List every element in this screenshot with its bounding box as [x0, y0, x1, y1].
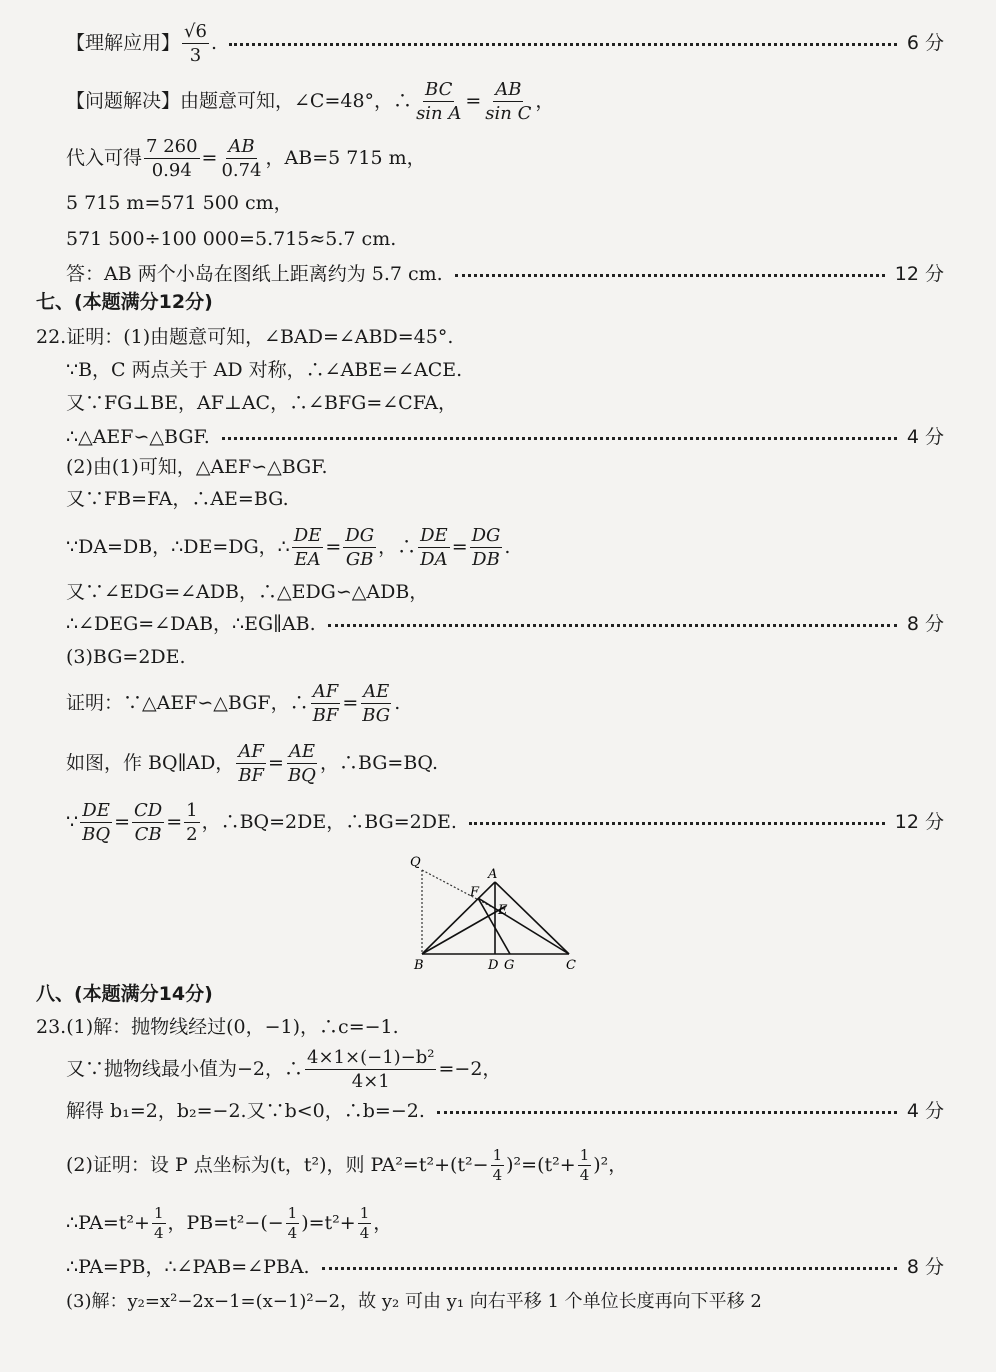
- triangle-diagram: [404, 852, 594, 974]
- fraction: [418, 525, 450, 570]
- line-q22-perpendicular: [66, 391, 944, 415]
- fraction: [578, 1147, 592, 1184]
- line-problem-solving: [66, 75, 944, 127]
- line-understanding-application: [66, 20, 944, 66]
- text: ，∴BQ=2DE，∴BG=2DE.: [201, 811, 457, 833]
- frac-den: 4×1: [351, 1070, 390, 1092]
- frac-num: 1: [359, 1203, 370, 1222]
- line-q22-proof: [66, 677, 944, 729]
- fraction: [80, 800, 112, 845]
- frac-den: BQ: [82, 823, 111, 845]
- text: 八、(本题满分14分): [36, 983, 213, 1005]
- text: 又∵FB=FA，∴AE=BG.: [66, 488, 289, 510]
- leader-dots: [322, 1265, 897, 1270]
- fraction: [236, 741, 266, 786]
- leader-dots: [222, 435, 897, 440]
- line-q23-part2: [66, 1142, 944, 1188]
- leader-dots: [455, 272, 885, 277]
- line-q22-ratios: [66, 521, 944, 573]
- frac-den: EA: [294, 548, 321, 570]
- text: (2)证明：设 P 点坐标为(t，t²)，则 PA²=t²+(t²−: [66, 1154, 489, 1176]
- leader-dots: [328, 622, 897, 627]
- frac-num: 1: [287, 1203, 298, 1222]
- line-q22-equal-segments: [66, 487, 944, 511]
- line-q22-part3: [66, 645, 944, 669]
- frac-den: BF: [312, 704, 339, 726]
- text: 又∵抛物线最小值为−2，∴: [66, 1058, 304, 1080]
- label-c: C: [566, 958, 576, 973]
- label-b: B: [414, 958, 424, 973]
- text: =: [201, 147, 218, 169]
- frac-den: GB: [345, 548, 374, 570]
- text: 22.证明：(1)由题意可知，∠BAD=∠ABD=45°.: [36, 326, 454, 348]
- text: (3)解：y₂=x²−2x−1=(x−1)²−2，故 y₂ 可由 y₁ 向右平移 1 个单位长度再向下平移 2: [66, 1291, 762, 1312]
- fraction: [414, 79, 463, 124]
- fraction: [184, 800, 199, 845]
- frac-den: 0.94: [151, 159, 192, 181]
- text: 又∵∠EDG=∠ADB，∴△EDG∽△ADB，: [66, 581, 429, 603]
- frac-num: 1: [492, 1145, 503, 1164]
- text: =: [114, 811, 130, 833]
- line-q22-start: [36, 325, 944, 349]
- text: 解得 b₁=2，b₂=−2.又∵b<0，∴b=−2.: [66, 1100, 425, 1122]
- text: =: [166, 811, 183, 833]
- text: 证明：∵△AEF∽△BGF，∴: [66, 692, 309, 714]
- label-q: Q: [410, 855, 421, 870]
- text: =: [342, 692, 359, 714]
- frac-num: AB: [495, 78, 522, 100]
- frac-num: AE: [288, 740, 316, 762]
- leader-dots: [469, 820, 885, 825]
- frac-num: AB: [228, 135, 255, 157]
- frac-num: 4×1×(−1)−b²: [307, 1046, 435, 1068]
- section-eight-heading: [36, 982, 944, 1006]
- line-q22-angle-similar: [66, 580, 944, 604]
- fraction: [491, 1147, 505, 1184]
- text: =: [451, 536, 468, 558]
- frac-den: DA: [420, 548, 448, 570]
- section-seven-heading: [36, 290, 944, 314]
- score-8: 8 分: [906, 613, 944, 635]
- text: 又∵FG⊥BE，AF⊥AC，∴∠BFG=∠CFA，: [66, 392, 457, 414]
- text: ∵B，C 两点关于 AD 对称，∴∠ABE=∠ACE.: [66, 359, 463, 381]
- frac-den: 4: [579, 1165, 590, 1184]
- text: ，AB=5 715 m，: [265, 147, 426, 169]
- text: .: [504, 536, 511, 558]
- fraction: [305, 1047, 436, 1092]
- leader-dots: [229, 41, 897, 46]
- text: 23.(1)解：抛物线经过(0，−1)，∴c=−1.: [36, 1016, 399, 1038]
- text: 5 715 m=571 500 cm，: [66, 192, 293, 214]
- text: 答：AB 两个小岛在图纸上距离约为 5.7 cm.: [66, 263, 443, 285]
- text: ∵: [66, 811, 79, 833]
- line-q23-part3: [66, 1290, 956, 1314]
- frac-num: 1: [186, 799, 198, 821]
- fraction: [358, 1205, 372, 1242]
- score-12: 12 分: [894, 263, 944, 285]
- line-q22-similar: [66, 425, 944, 449]
- fraction: [219, 136, 263, 181]
- text: ，: [535, 90, 555, 112]
- frac-den: 4: [153, 1223, 164, 1242]
- fraction: [182, 21, 209, 66]
- fraction: [483, 79, 533, 124]
- text: 【问题解决】由题意可知，∠C=48°，∴: [66, 90, 413, 112]
- fraction: [132, 800, 164, 845]
- text: 571 500÷100 000=5.715≈5.7 cm.: [66, 228, 397, 250]
- frac-num: 1: [153, 1203, 164, 1222]
- line-q23-solve-b: [66, 1099, 944, 1123]
- frac-num: AF: [312, 680, 339, 702]
- frac-num: AF: [238, 740, 264, 762]
- fraction: [343, 525, 376, 570]
- frac-num: BC: [425, 78, 453, 100]
- frac-den: BQ: [287, 764, 316, 786]
- frac-den: 4: [492, 1165, 503, 1184]
- label-g: G: [504, 958, 515, 973]
- line-scale-calc: [66, 227, 944, 251]
- frac-den: 0.74: [221, 159, 262, 181]
- segment-ac: [495, 882, 569, 954]
- text: ∵DA=DB，∴DE=DG，∴: [66, 536, 290, 558]
- segment-cf: [478, 898, 569, 954]
- frac-den: 4: [287, 1223, 298, 1242]
- fraction: [286, 741, 318, 786]
- frac-den: 2: [186, 823, 198, 845]
- label-e: E: [498, 903, 508, 918]
- frac-num: DE: [420, 524, 448, 546]
- text: 代入可得: [66, 147, 143, 169]
- frac-num: DG: [471, 524, 501, 546]
- label-a: A: [488, 867, 498, 882]
- frac-den: CB: [134, 823, 162, 845]
- label-d: D: [488, 958, 499, 973]
- geometry-figure: [404, 852, 594, 974]
- frac-num: √6: [184, 20, 207, 42]
- text: )=t²+: [301, 1212, 356, 1234]
- frac-num: DG: [345, 524, 375, 546]
- text: .: [394, 692, 401, 714]
- frac-num: DE: [293, 524, 322, 546]
- frac-den: sin A: [416, 102, 462, 124]
- score-8: 8 分: [906, 1256, 944, 1278]
- score-4: 4 分: [906, 1100, 944, 1122]
- dashed-line-qf: [422, 870, 492, 907]
- frac-num: AE: [363, 680, 390, 702]
- label-understanding-application: 【理解应用】: [66, 32, 181, 54]
- fraction: [311, 681, 341, 726]
- text: 如图，作 BQ∥AD，: [66, 752, 235, 774]
- score-12: 12 分: [894, 811, 944, 833]
- frac-den: DB: [472, 548, 500, 570]
- fraction: [470, 525, 503, 570]
- frac-den: 3: [189, 44, 202, 66]
- frac-den: sin C: [485, 102, 532, 124]
- text: =: [325, 536, 342, 558]
- fraction: [292, 525, 324, 570]
- frac-num: CD: [134, 799, 163, 821]
- text: ，∴BG=BQ.: [319, 752, 438, 774]
- text: )²=(t²+: [506, 1154, 576, 1176]
- line-substitute: [66, 132, 944, 184]
- text: =: [268, 752, 284, 774]
- frac-num: 7 260: [146, 135, 198, 157]
- frac-den: BG: [362, 704, 391, 726]
- line-q23-pa-pb: [66, 1200, 944, 1246]
- label-f: F: [470, 885, 480, 900]
- text: (2)由(1)可知，△AEF∽△BGF.: [66, 456, 328, 478]
- text: ∴PA=PB，∴∠PAB=∠PBA.: [66, 1256, 310, 1278]
- line-q23-minimum: [66, 1043, 944, 1095]
- text: )²，: [593, 1154, 628, 1176]
- frac-den: BF: [238, 764, 265, 786]
- line-q22-part2: [66, 455, 944, 479]
- line-q22-parallel: [66, 612, 944, 636]
- fraction: [144, 136, 200, 181]
- leader-dots: [437, 1109, 897, 1114]
- score-4: 4 分: [906, 426, 944, 448]
- line-q22-symmetry: [66, 358, 944, 382]
- text: ，PB=t²−(−: [167, 1212, 284, 1234]
- line-q23-start: [36, 1015, 944, 1039]
- text: ∴PA=t²+: [66, 1212, 150, 1234]
- fraction: [286, 1205, 300, 1242]
- line-q22-construction: [66, 737, 944, 789]
- line-q23-equal-angles: [66, 1255, 944, 1279]
- frac-den: 4: [359, 1223, 370, 1242]
- fraction: [152, 1205, 166, 1242]
- fraction: [360, 681, 392, 726]
- text: ，∴: [378, 536, 417, 558]
- line-answer: [66, 262, 944, 286]
- text: ∴∠DEG=∠DAB，∴EG∥AB.: [66, 613, 316, 635]
- text: .: [210, 32, 217, 54]
- text: =−2，: [438, 1058, 502, 1080]
- text: =: [465, 90, 482, 112]
- text: ∴△AEF∽△BGF.: [66, 426, 210, 448]
- text: 七、(本题满分12分): [36, 291, 213, 313]
- frac-num: 1: [579, 1145, 590, 1164]
- line-unit-conversion: [66, 191, 944, 215]
- line-q22-conclusion: [66, 796, 944, 848]
- frac-num: DE: [82, 799, 110, 821]
- text: ，: [373, 1212, 393, 1234]
- score-6: 6 分: [906, 32, 944, 54]
- text: (3)BG=2DE.: [66, 646, 186, 668]
